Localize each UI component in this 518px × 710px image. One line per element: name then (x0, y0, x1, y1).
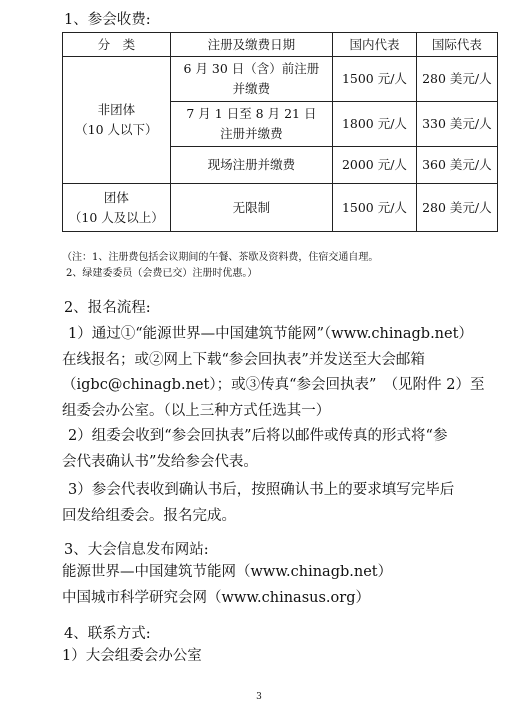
row3-domestic: 2000 元/人 (333, 147, 416, 184)
step2-line1: 2）组委会收到“参会回执表”后将以邮件或传真的形式将“参 (68, 428, 448, 444)
registration-step-2 (62, 424, 492, 475)
table-header-row (63, 33, 498, 57)
step1-line3: （igbc@chinagb.net）；或③传真“参会回执表” （见附件 2）至 (62, 377, 485, 393)
row1-domestic: 1500 元/人 (333, 57, 416, 102)
site-chinasus: 中国城市科学研究会网（www.chinasus.org） (62, 589, 370, 606)
row1-date (170, 57, 333, 102)
group-team-line2: （10 人及以上） (68, 209, 164, 225)
table-row (63, 57, 498, 102)
header-international: 国际代表 (416, 33, 497, 57)
fee-note-line2: 2、绿建委委员（会费已交）注册时优惠。） (66, 268, 258, 279)
row1-date-line1: 6 月 30 日（含）前注册 (183, 61, 320, 76)
registration-step-1 (62, 322, 492, 424)
fee-note (62, 250, 502, 282)
row3-international: 360 美元/人 (416, 147, 497, 184)
info-sites (62, 560, 492, 611)
page-number: 3 (256, 692, 262, 702)
row2-international: 330 美元/人 (416, 102, 497, 147)
group-team-line1: 团体 (103, 189, 129, 205)
header-category: 分 类 (63, 33, 171, 57)
site-chinagb: 能源世界—中国建筑节能网（www.chinagb.net） (62, 564, 393, 580)
step2-line2: 会代表确认书”发给参会代表。 (62, 453, 258, 470)
row1-date-line2: 并缴费 (232, 81, 271, 96)
step1-line1: 1）通过①“能源世界—中国建筑节能网”（www.chinagb.net） (68, 326, 473, 342)
header-domestic: 国内代表 (333, 33, 416, 57)
section-4-heading: 4、联系方式: (64, 626, 151, 642)
row2-date (170, 102, 333, 147)
group-non-team-line2: （10 人以下） (75, 122, 158, 137)
step1-line4: 组委会办公室。（以上三种方式任选其一） (62, 402, 331, 419)
fee-note-line1: （注：1、注册费包括会议期间的午餐、茶歇及资料费，住宿交通自理。 (62, 252, 379, 263)
row4-international: 280 美元/人 (416, 184, 497, 232)
row4-domestic: 1500 元/人 (333, 184, 416, 232)
table-row (63, 184, 498, 232)
contact-item-1: 1）大会组委会办公室 (62, 648, 202, 664)
section-2-heading: 2、报名流程: (64, 300, 151, 316)
section-3-heading: 3、大会信息发布网站: (64, 542, 209, 558)
section-1-heading: 1、参会收费: (64, 12, 151, 28)
group-team (63, 184, 171, 232)
header-date: 注册及缴费日期 (170, 33, 333, 57)
row4-date: 无限制 (170, 184, 333, 232)
row2-date-line1: 7 月 1 日至 8 月 21 日 (186, 106, 317, 121)
row2-domestic: 1800 元/人 (333, 102, 416, 147)
step3-line2: 回发给组委会。报名完成。 (62, 507, 236, 524)
fee-table (62, 32, 498, 232)
group-non-team (63, 57, 171, 184)
step1-line2: 在线报名；或②网上下载“参会回执表”并发送至大会邮箱 (62, 351, 425, 368)
row3-date: 现场注册并缴费 (170, 147, 333, 184)
step3-line1: 3）参会代表收到确认书后，按照确认书上的要求填写完毕后 (68, 482, 455, 498)
row1-international: 280 美元/人 (416, 57, 497, 102)
group-non-team-line1: 非团体 (97, 102, 136, 117)
row2-date-line2: 注册并缴费 (220, 126, 283, 141)
registration-step-3 (62, 478, 492, 529)
